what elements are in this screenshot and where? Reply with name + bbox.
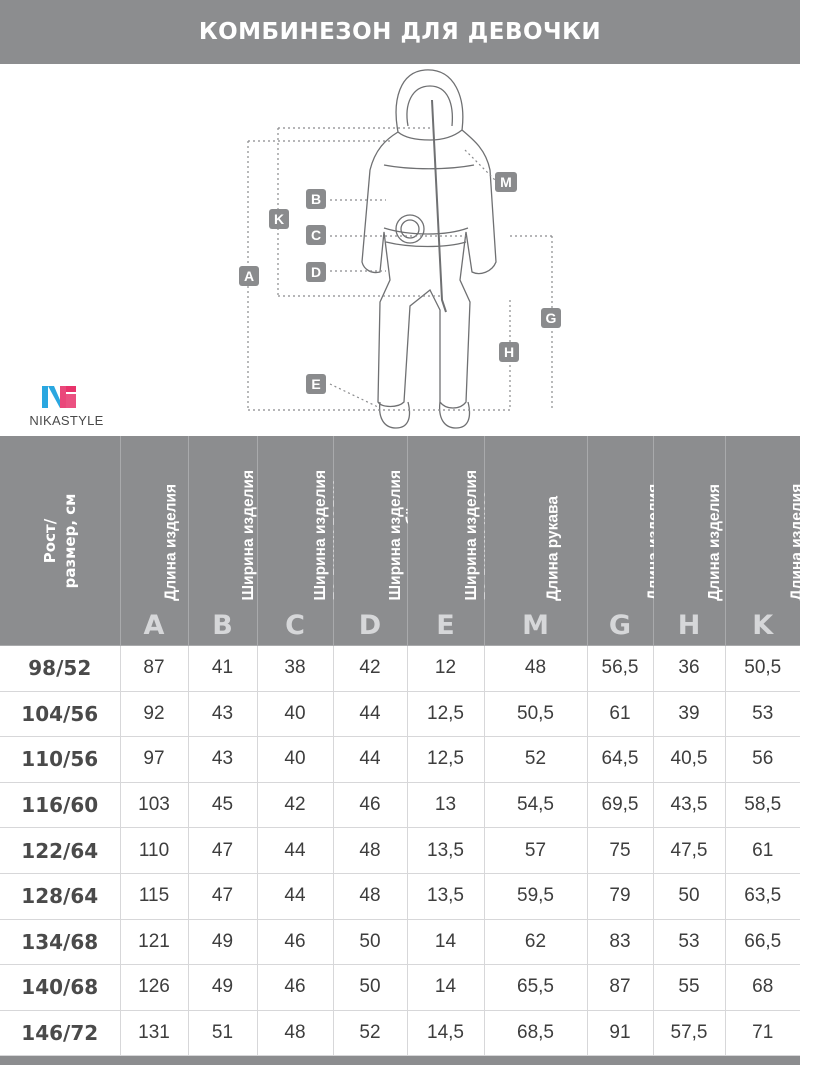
measurement-cell: 46 [257, 965, 333, 1011]
measurement-cell: 75 [587, 828, 653, 874]
measurement-cell: 54,5 [484, 782, 587, 828]
column-letter: E [436, 610, 455, 641]
brand-logo [14, 386, 134, 432]
size-cell: 122/64 [0, 828, 120, 874]
measurement-cell: 45 [188, 782, 257, 828]
measurement-cell: 40,5 [653, 737, 725, 783]
measurement-cell: 46 [333, 782, 407, 828]
size-cell: 128/64 [0, 873, 120, 919]
measurement-cell: 53 [725, 691, 800, 737]
size-cell: 134/68 [0, 919, 120, 965]
measurement-cell: 110 [120, 828, 188, 874]
table-row [0, 965, 800, 1011]
column-label: Ширина изделия [387, 470, 404, 601]
nikastyle-logo-icon [42, 386, 76, 408]
measurement-cell: 41 [188, 646, 257, 692]
measurement-cell: 47 [188, 873, 257, 919]
svg-text:A: A [243, 268, 255, 284]
table-header-row [0, 436, 800, 646]
measurement-cell: 64,5 [587, 737, 653, 783]
measurement-cell: 48 [333, 873, 407, 919]
bottom-strip [0, 1056, 800, 1065]
size-cell: 98/52 [0, 646, 120, 692]
column-header [257, 436, 333, 646]
column-letter: C [285, 610, 305, 641]
measurement-cell: 13,5 [407, 873, 484, 919]
size-chart-body [0, 646, 800, 1056]
measurement-cell: 79 [587, 873, 653, 919]
measurement-cell: 51 [188, 1010, 257, 1056]
measurement-cell: 44 [257, 828, 333, 874]
measurement-cell: 65,5 [484, 965, 587, 1011]
column-letter: G [608, 610, 632, 641]
column-label: Ширина изделия [239, 470, 257, 601]
brand-name: NIKASTYLE [29, 413, 104, 428]
svg-text:D: D [310, 264, 322, 280]
measurement-cell: 50 [653, 873, 725, 919]
measurement-cell: 46 [257, 919, 333, 965]
column-label: Длина изделия от верха стойки до шагового шва [788, 470, 839, 601]
measurement-cell: 49 [188, 919, 257, 965]
measurement-cell: 52 [333, 1010, 407, 1056]
measurement-cell: 131 [120, 1010, 188, 1056]
measurement-cell: 49 [188, 965, 257, 1011]
measurement-cell: 115 [120, 873, 188, 919]
measurement-cell: 61 [587, 691, 653, 737]
measurement-cell: 56,5 [587, 646, 653, 692]
measurement-cell: 40 [257, 737, 333, 783]
measurement-cell: 12,5 [407, 737, 484, 783]
measurement-cell: 97 [120, 737, 188, 783]
measurement-cell: 57 [484, 828, 587, 874]
measurement-cell: 13 [407, 782, 484, 828]
column-label: Длина изделия [162, 484, 180, 601]
measurement-cell: 12 [407, 646, 484, 692]
svg-text:E: E [311, 376, 321, 392]
measurement-cell: 68,5 [484, 1010, 587, 1056]
size-cell: 104/56 [0, 691, 120, 737]
measurement-cell: 12,5 [407, 691, 484, 737]
garment-diagram [0, 64, 800, 436]
column-letter: D [358, 610, 382, 641]
table-row [0, 646, 800, 692]
table-row [0, 782, 800, 828]
measurement-cell: 55 [653, 965, 725, 1011]
column-header [484, 436, 587, 646]
measurement-cell: 92 [120, 691, 188, 737]
measurement-cell: 103 [120, 782, 188, 828]
measurement-cell: 58,5 [725, 782, 800, 828]
measurement-cell: 38 [257, 646, 333, 692]
table-row [0, 1010, 800, 1056]
column-letter: H [677, 610, 701, 641]
measurement-cell: 59,5 [484, 873, 587, 919]
measurement-cell: 47,5 [653, 828, 725, 874]
svg-text:K: K [273, 211, 285, 227]
measurement-cell: 42 [257, 782, 333, 828]
measurement-cell: 71 [725, 1010, 800, 1056]
table-row [0, 737, 800, 783]
size-cell: 140/68 [0, 965, 120, 1011]
column-letter: M [522, 610, 549, 641]
measurement-cell: 14 [407, 965, 484, 1011]
measurement-cell: 53 [653, 919, 725, 965]
measurement-cell: 50 [333, 965, 407, 1011]
measurement-cell: 14 [407, 919, 484, 965]
measurement-cell: 36 [653, 646, 725, 692]
svg-text:M: M [500, 174, 512, 190]
column-label: Ширина изделия [462, 470, 480, 601]
measurement-cell: 87 [587, 965, 653, 1011]
column-header [653, 436, 725, 646]
measurement-cell: 91 [587, 1010, 653, 1056]
column-letter: A [143, 610, 165, 641]
measurement-cell: 48 [484, 646, 587, 692]
measurement-cell: 40 [257, 691, 333, 737]
measurement-cell: 63,5 [725, 873, 800, 919]
column-header [188, 436, 257, 646]
measurement-cell: 43 [188, 691, 257, 737]
measurement-cell: 61 [725, 828, 800, 874]
column-header [725, 436, 839, 646]
measurement-cell: 39 [653, 691, 725, 737]
column-label: Ширина изделия [312, 470, 329, 601]
column-letter: B [212, 610, 233, 641]
measurement-cell: 57,5 [653, 1010, 725, 1056]
svg-text:H: H [503, 344, 515, 360]
measurement-cell: 56 [725, 737, 800, 783]
measurement-cell: 44 [333, 691, 407, 737]
column-label: Длина рукава [544, 496, 561, 601]
column-header [407, 436, 484, 646]
svg-text:C: C [310, 227, 322, 243]
measurement-cell: 44 [333, 737, 407, 783]
measurement-cell: 68 [725, 965, 800, 1011]
column-header [120, 436, 188, 646]
measurement-cell: 121 [120, 919, 188, 965]
svg-text:G: G [545, 310, 557, 326]
table-row [0, 919, 800, 965]
measurement-cell: 66,5 [725, 919, 800, 965]
measurement-cell: 44 [257, 873, 333, 919]
measurement-cell: 42 [333, 646, 407, 692]
measurement-cell: 50,5 [484, 691, 587, 737]
size-chart-table [0, 436, 839, 1056]
size-cell: 146/72 [0, 1010, 120, 1056]
table-row [0, 873, 800, 919]
measurement-cell: 47 [188, 828, 257, 874]
measurement-cell: 43,5 [653, 782, 725, 828]
measurement-cell: 50,5 [725, 646, 800, 692]
measurement-cell: 126 [120, 965, 188, 1011]
size-column-header: Рост/ размер, см [0, 436, 120, 646]
column-header [587, 436, 653, 646]
measurement-cell: 14,5 [407, 1010, 484, 1056]
table-row [0, 691, 800, 737]
measurement-cell: 13,5 [407, 828, 484, 874]
column-label: Длина изделия [706, 484, 723, 601]
measurement-cell: 69,5 [587, 782, 653, 828]
svg-text:B: B [310, 191, 322, 207]
measurement-cell: 48 [333, 828, 407, 874]
measurement-cell: 87 [120, 646, 188, 692]
column-letter: K [752, 610, 774, 641]
size-cell: 110/56 [0, 737, 120, 783]
measurement-cell: 62 [484, 919, 587, 965]
measurement-cell: 43 [188, 737, 257, 783]
size-cell: 116/60 [0, 782, 120, 828]
column-header [333, 436, 407, 646]
measurement-cell: 83 [587, 919, 653, 965]
table-row [0, 828, 800, 874]
measurement-cell: 50 [333, 919, 407, 965]
page-title: КОМБИНЕЗОН ДЛЯ ДЕВОЧКИ [0, 0, 800, 64]
measurement-cell: 48 [257, 1010, 333, 1056]
measurement-cell: 52 [484, 737, 587, 783]
